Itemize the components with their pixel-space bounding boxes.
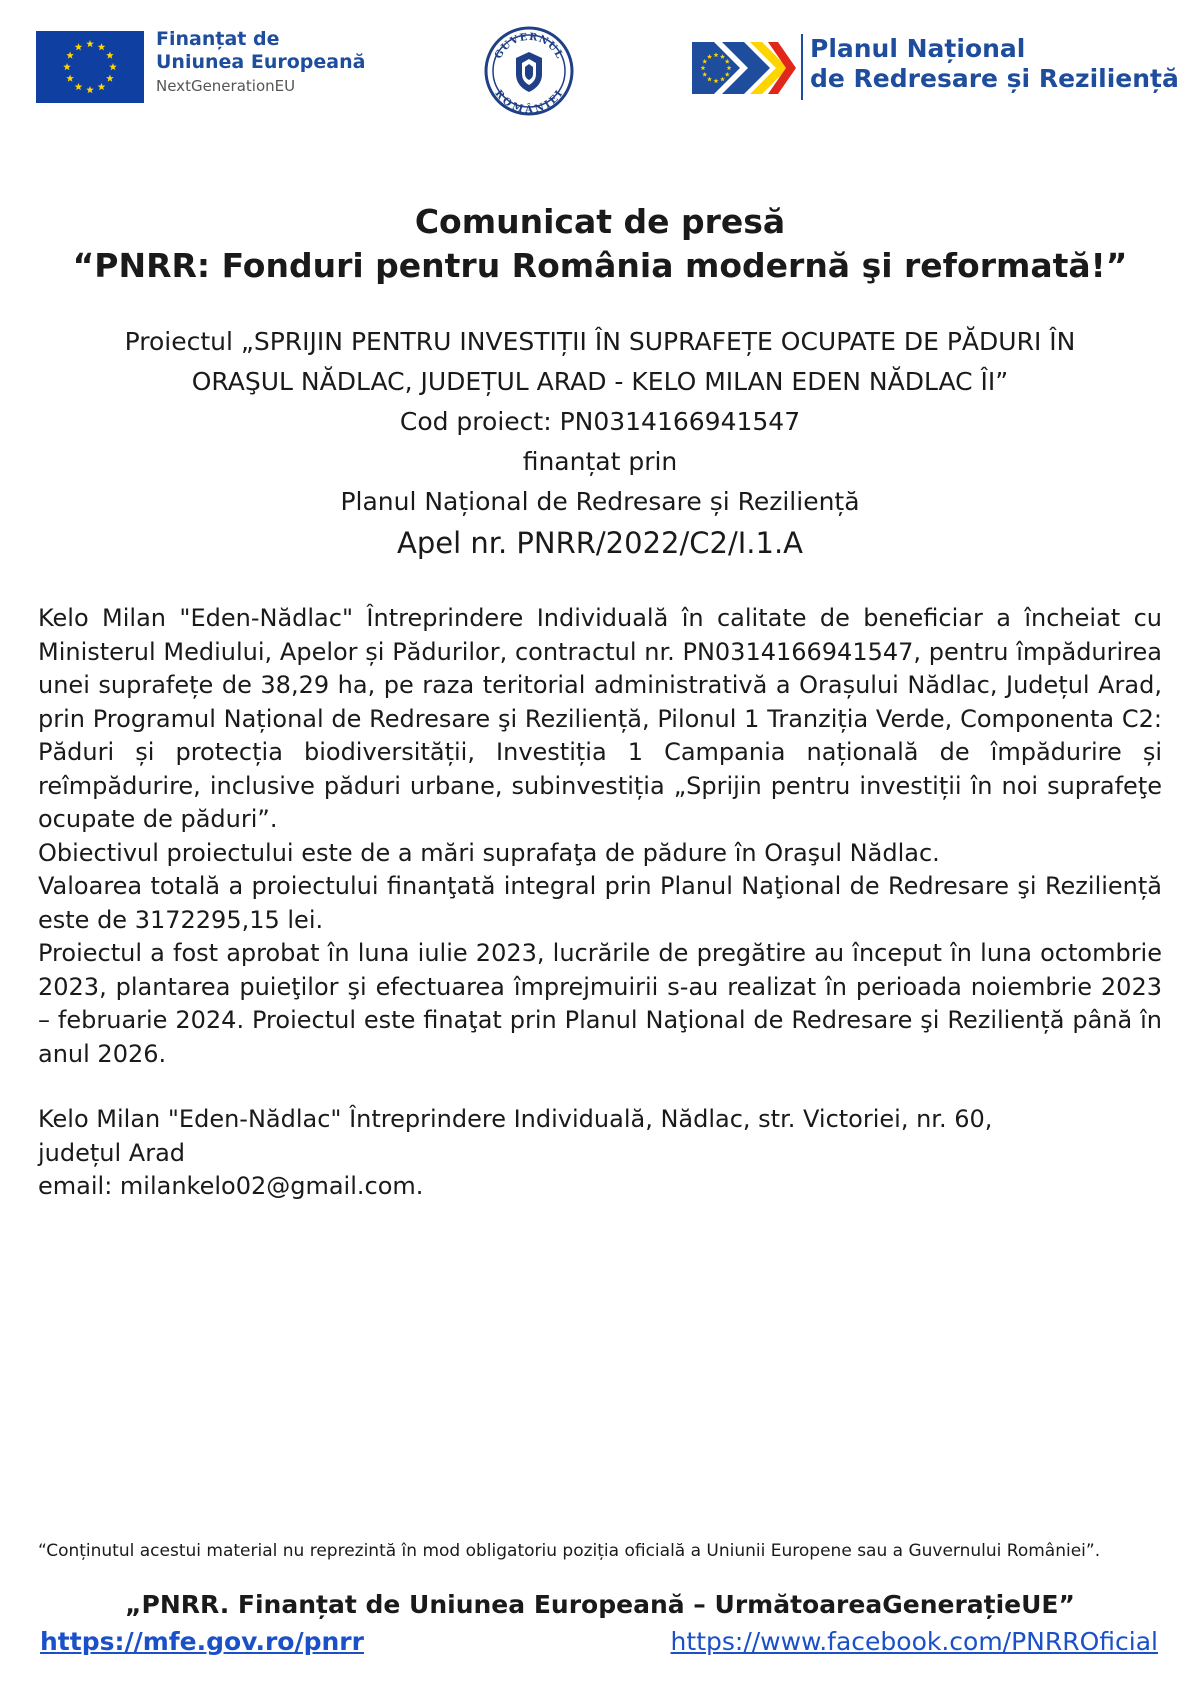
pnrr-divider bbox=[801, 34, 803, 100]
pnrr-label bbox=[810, 34, 1179, 94]
seal-text-bottom: ROMÂNIEI bbox=[492, 88, 566, 116]
project-code: Cod proiect: PN0314166941547 bbox=[399, 407, 801, 436]
body-paragraph-2: Obiectivul proiectului este de a mări suprafaţa de pădure în Oraşul Nădlac. bbox=[38, 838, 940, 867]
contact-email: email: milankelo02@gmail.com. bbox=[38, 1172, 424, 1200]
eu-star-icon bbox=[86, 40, 94, 47]
facebook-pnrr-link[interactable]: https://www.facebook.com/PNRROficial bbox=[670, 1627, 1158, 1656]
eu-flag-icon bbox=[36, 31, 144, 103]
press-release-title bbox=[0, 200, 1200, 288]
contact-address-line-1: Kelo Milan "Eden-Nădlac" Întreprindere Individuală, Nădlac, str. Victoriei, nr. 60, bbox=[38, 1105, 993, 1133]
eu-funding-label bbox=[156, 28, 365, 98]
project-name-line-1: Proiectul „SPRIJIN PENTRU INVESTIȚII ÎN SUPRAFEȚE OCUPATE DE PĂDURI ÎN bbox=[124, 327, 1076, 356]
eu-star-icon bbox=[86, 86, 94, 93]
eu-star-icon bbox=[75, 83, 83, 90]
body-paragraph-4: Proiectul a fost aprobat în luna iulie 2023, lucrările de pregătire au început în luna octombrie 2023, plantarea puieţilor şi efectuarea împrejmuirii s-au realizat în perioada noiembrie 2023 – februarie 2024. Proiectul este finaţat prin Planul Naţional de Redresare şi Reziliență până în anul 2026. bbox=[38, 939, 1162, 1068]
footer-disclaimer: “Conținutul acestui material nu reprezintă în mod obligatoriu poziția oficială a Uniunii Europene sau a Guvernului României”. bbox=[38, 1541, 1101, 1561]
title-line-2: “PNRR: Fonduri pentru România modernă şi reformată!” bbox=[72, 246, 1128, 285]
project-name-line-2: ORAŞUL NĂDLAC, JUDEȚUL ARAD - KELO MILAN EDEN NĂDLAC ÎI” bbox=[191, 367, 1009, 396]
project-plan: Planul Național de Redresare și Reziliență bbox=[340, 487, 860, 516]
eu-line-2: Uniunea Europeană bbox=[156, 51, 366, 73]
pnrr-logo-icon bbox=[692, 36, 796, 100]
pnrr-line-1: Planul Național bbox=[810, 34, 1026, 63]
contact-address-line-2: județul Arad bbox=[38, 1138, 186, 1167]
project-financed-label: finanțat prin bbox=[522, 447, 678, 476]
eu-star-icon bbox=[75, 43, 83, 50]
press-release-body bbox=[38, 602, 1162, 1071]
title-line-1: Comunicat de presă bbox=[414, 202, 786, 241]
eu-star-icon bbox=[98, 83, 106, 90]
government-seal-icon bbox=[484, 26, 574, 116]
eu-line-1: Finanțat de bbox=[156, 28, 280, 50]
eu-star-icon bbox=[66, 75, 74, 82]
seal-text-top: GUVERNUL bbox=[492, 31, 566, 61]
header-logos bbox=[36, 26, 1179, 116]
project-call-number: Apel nr. PNRR/2022/C2/I.1.A bbox=[396, 526, 803, 560]
body-paragraph-1: Kelo Milan "Eden-Nădlac" Întreprindere Individuală în calitate de beneficiar a încheiat cu Ministerul Mediului, Apelor și Pădurilor, contractul nr. PN0314166941547, pentru împădurirea unei suprafețe de 38,29 ha, pe raza teritorial administrativă a Orașului Nădlac, Județul Arad, prin Programul Național de Redresare şi Reziliență, Pilonul 1 Tranziția Verde, Componenta C2: Păduri și protecția biodiversității, Investiția 1 Campania națională de împădurire și reîmpădurire, inclusive păduri urbane, subinvestiția „Sprijin pentru investiții în noi suprafeţe ocupate de păduri”. bbox=[38, 604, 1162, 833]
eu-star-icon bbox=[63, 63, 71, 70]
eu-line-3: NextGenerationEU bbox=[156, 77, 296, 95]
eu-star-icon bbox=[106, 75, 114, 82]
eu-star-icon bbox=[106, 52, 114, 59]
contact-info bbox=[38, 1103, 1162, 1204]
eu-star-icon bbox=[66, 52, 74, 59]
pnrr-line-2: de Redresare și Reziliență bbox=[810, 64, 1179, 93]
project-info bbox=[60, 322, 1140, 564]
eu-star-icon bbox=[98, 43, 106, 50]
eu-star-icon bbox=[109, 63, 117, 70]
body-paragraph-3: Valoarea totală a proiectului finanţată integral prin Planul Naţional de Redresare şi Reziliență este de 3172295,15 lei. bbox=[38, 872, 1162, 934]
footer-slogan: „PNRR. Finanțat de Uniunea Europeană – UrmătoareaGenerațieUE” bbox=[125, 1590, 1075, 1619]
mfe-pnrr-link[interactable]: https://mfe.gov.ro/pnrr bbox=[40, 1627, 364, 1656]
